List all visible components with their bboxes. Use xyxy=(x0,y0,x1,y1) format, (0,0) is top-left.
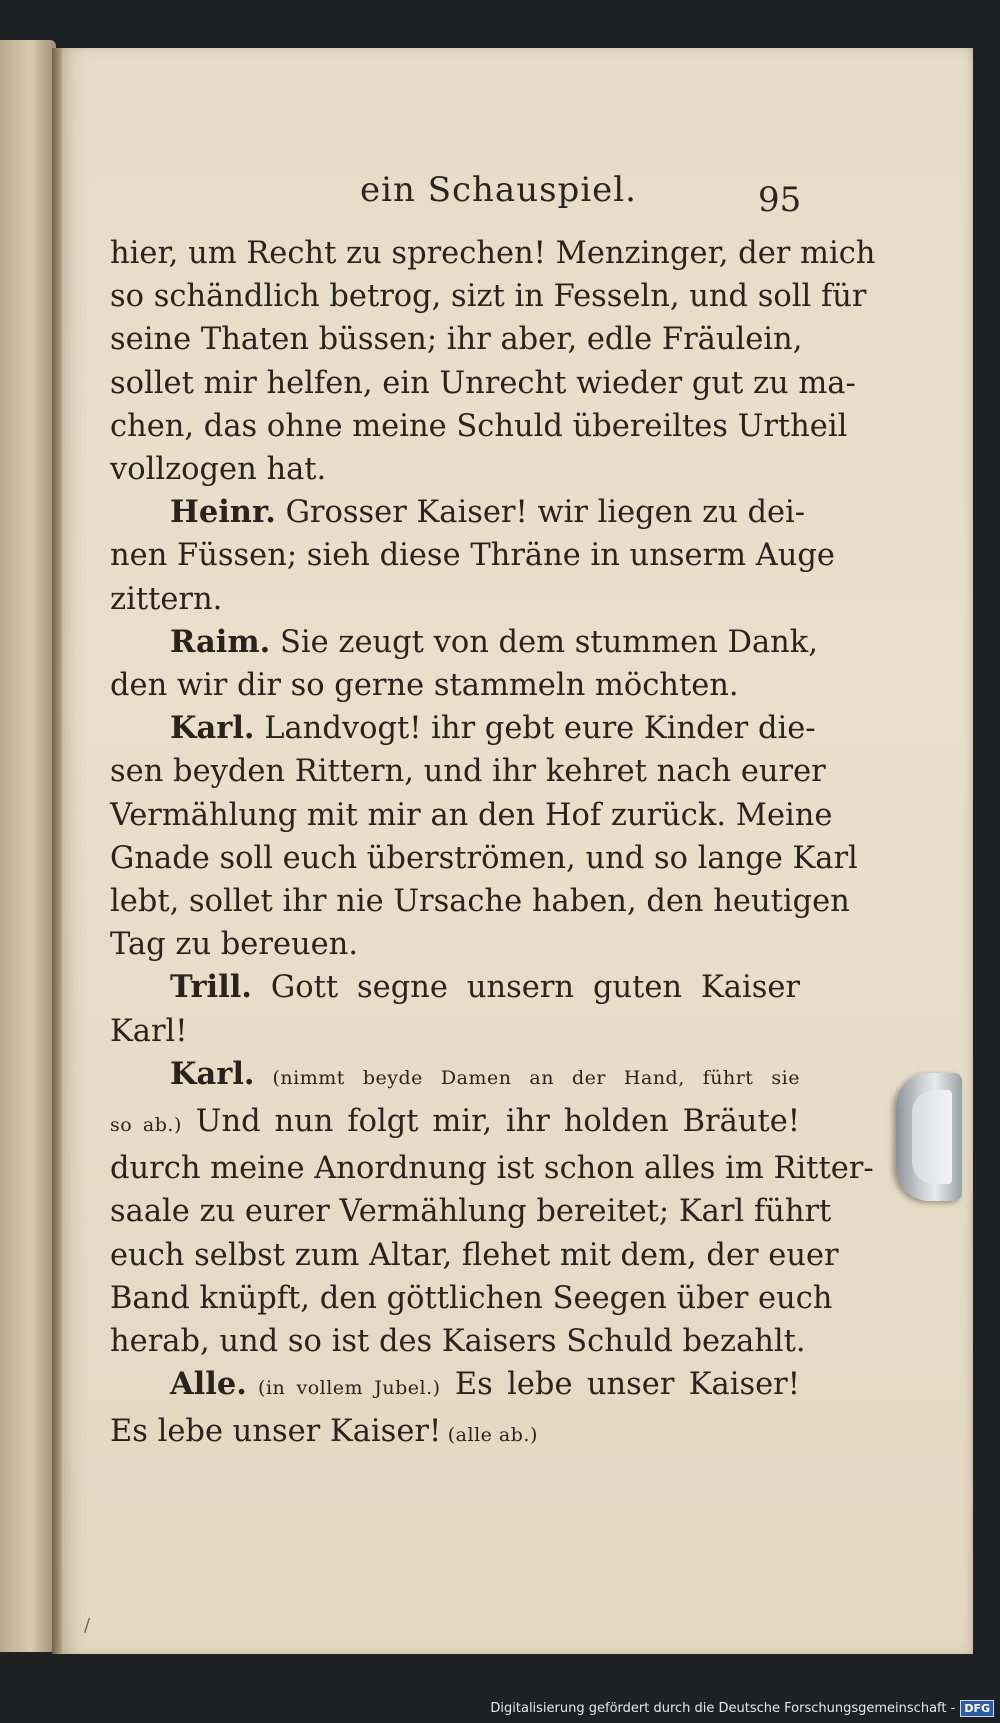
text-line xyxy=(110,664,800,707)
line-text: vollzogen hat. xyxy=(110,452,327,488)
line-text: lebt, sollet ihr nie Ursache haben, den heutigen xyxy=(110,884,850,920)
line-text: saale zu eurer Vermählung bereitet; Karl führt xyxy=(110,1194,832,1230)
text-line xyxy=(110,1100,800,1147)
text-line xyxy=(110,707,816,750)
line-text: Sie zeugt von dem stummen Dank, xyxy=(270,624,818,660)
text-line xyxy=(110,1320,806,1363)
line-text: nen Füssen; sieh diese Thräne in unserm Auge xyxy=(110,538,835,574)
running-title: ein Schauspiel. xyxy=(360,170,637,210)
speaker-name: Karl. xyxy=(170,1055,255,1092)
line-text: Band knüpft, den göttlichen Seegen über euch xyxy=(110,1280,833,1316)
dfg-logo: DFG xyxy=(960,1700,994,1717)
line-text: Und nun folgt mir, ihr holden Bräute! xyxy=(181,1104,801,1140)
text-line xyxy=(110,794,833,837)
margin-mark: / xyxy=(84,1615,91,1636)
line-text: Landvogt! ihr gebt eure Kinder die- xyxy=(254,711,816,747)
line-text: Es lebe unser Kaiser! xyxy=(110,1414,442,1450)
line-text: zittern. xyxy=(110,581,223,617)
text-line xyxy=(110,1277,833,1320)
text-line xyxy=(110,1363,800,1410)
line-text: chen, das ohne meine Schuld übereiltes Urtheil xyxy=(110,408,848,444)
speaker-name: Heinr. xyxy=(170,494,276,531)
text-line xyxy=(110,405,848,448)
speaker-name: Karl. xyxy=(170,710,255,747)
line-text: sollet mir helfen, ein Unrecht wieder gut zu ma- xyxy=(110,365,856,401)
text-line xyxy=(110,880,850,923)
line-text: Gnade soll euch überströmen, und so lange Karl xyxy=(110,840,858,876)
text-line xyxy=(110,448,800,491)
line-text: euch selbst zum Altar, flehet mit dem, der euer xyxy=(110,1237,839,1273)
digitization-credit xyxy=(490,1700,994,1717)
speaker-name: Trill. xyxy=(170,969,252,1006)
line-text: durch meine Anordnung ist schon alles im Ritter- xyxy=(110,1151,874,1187)
stage-direction: (alle ab.) xyxy=(441,1424,538,1447)
line-text: den wir dir so gerne stammeln möchten. xyxy=(110,668,739,704)
text-line xyxy=(110,318,803,361)
line-text: so schändlich betrog, sizt in Fesseln, und soll für xyxy=(110,279,867,315)
line-text: Vermählung mit mir an den Hof zurück. Meine xyxy=(110,797,833,833)
page-number: 95 xyxy=(758,180,802,220)
line-text: Tag zu bereuen. xyxy=(110,927,359,963)
line-text: herab, und so ist des Kaisers Schuld bezahlt. xyxy=(110,1324,806,1360)
line-text: sen beyden Rittern, und ihr kehret nach eurer xyxy=(110,754,826,790)
text-line xyxy=(110,837,858,880)
stage-direction: so ab.) xyxy=(110,1114,182,1137)
line-text: Gott segne unsern guten Kaiser xyxy=(251,970,800,1006)
text-line xyxy=(110,578,800,621)
text-line xyxy=(110,1010,800,1053)
line-text: Grosser Kaiser! wir liegen zu dei- xyxy=(275,495,806,531)
page-gutter xyxy=(52,48,62,1654)
page-clip-highlight xyxy=(912,1090,952,1184)
text-line xyxy=(110,1147,874,1190)
line-text: Es lebe unser Kaiser! xyxy=(440,1367,800,1403)
line-text: hier, um Recht zu sprechen! Menzinger, der mich xyxy=(110,236,876,271)
text-line xyxy=(110,491,806,534)
stage-direction: (in vollem Jubel.) xyxy=(246,1377,441,1400)
text-line xyxy=(110,1190,832,1233)
text-line xyxy=(110,362,856,405)
text-line xyxy=(110,1053,800,1100)
text-line xyxy=(110,1234,839,1277)
text-line xyxy=(110,750,826,793)
text-line xyxy=(110,966,800,1009)
speaker-name: Raim. xyxy=(170,623,271,660)
text-line xyxy=(110,275,867,318)
line-text: Karl! xyxy=(110,1013,188,1049)
text-line xyxy=(110,923,800,966)
body-text xyxy=(110,232,876,1458)
text-line xyxy=(110,534,835,577)
text-line xyxy=(110,232,876,275)
text-line xyxy=(110,1410,800,1457)
speaker-name: Alle. xyxy=(170,1366,247,1403)
text-line xyxy=(110,621,818,664)
line-text: seine Thaten büssen; ihr aber, edle Fräulein, xyxy=(110,322,803,358)
stage-direction: (nimmt beyde Damen an der Hand, führt sie xyxy=(254,1066,800,1089)
facing-page-edge xyxy=(0,40,56,1652)
credit-text: Digitalisierung gefördert durch die Deutsche Forschungsgemeinschaft - xyxy=(490,1701,956,1716)
